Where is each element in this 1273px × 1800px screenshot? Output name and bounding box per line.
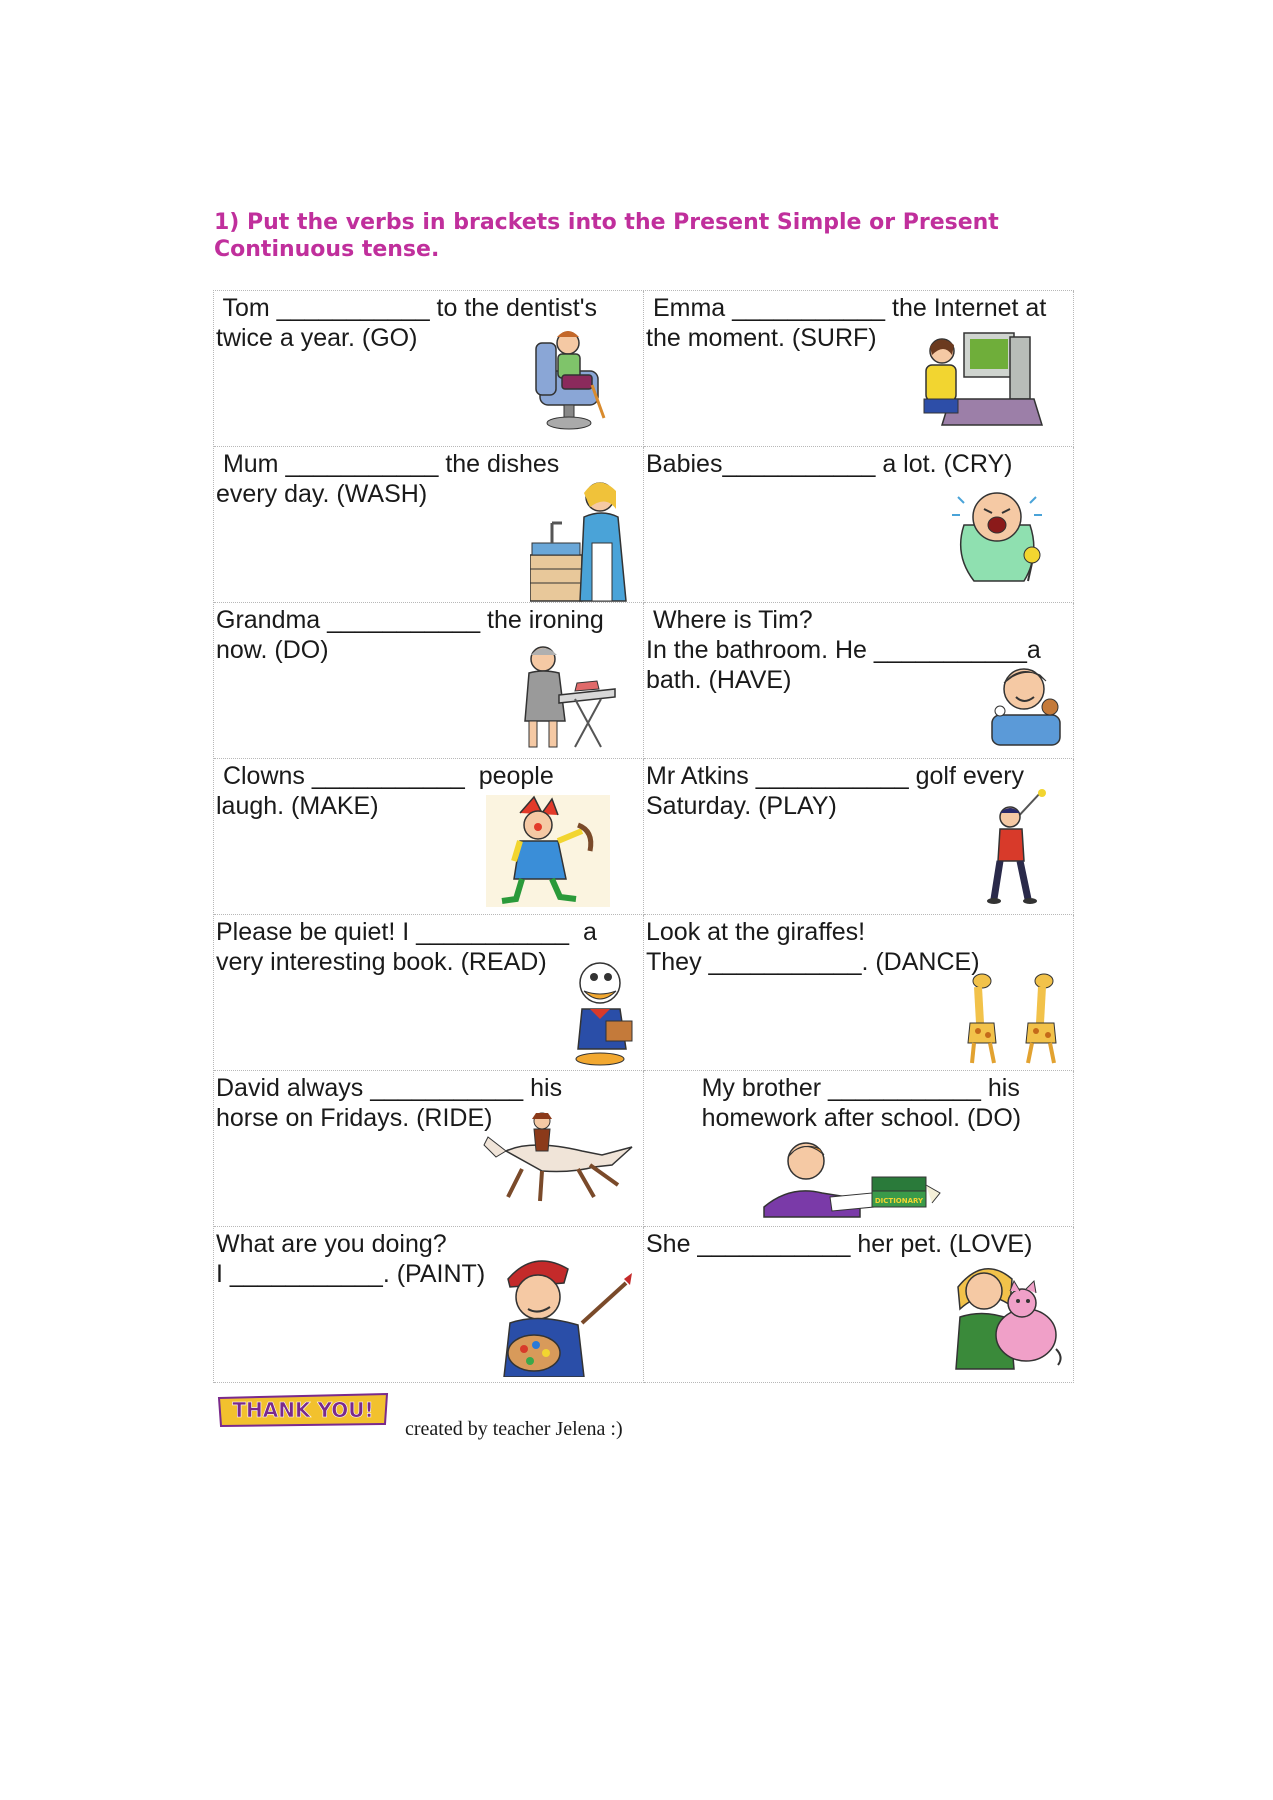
exercise-line: What are you doing? (216, 1230, 447, 1258)
exercise-line: homework after school. (DO) (646, 1104, 1022, 1132)
exercise-cell (644, 603, 1074, 759)
exercise-line: horse on Fridays. (RIDE) (216, 1104, 493, 1132)
exercise-text (646, 1073, 1067, 1133)
exercise-line: Please be quiet! I ___________ a (216, 918, 597, 946)
exercise-cell (644, 759, 1074, 915)
exercise-line: every day. (WASH) (216, 480, 428, 508)
dancing-giraffes-illustration (966, 971, 1062, 1067)
exercise-cell (644, 291, 1074, 447)
exercise-line: Emma ___________ the Internet at (646, 294, 1047, 322)
exercise-cell (644, 1227, 1074, 1383)
credit-text: created by teacher Jelena :) (405, 1418, 623, 1440)
crying-baby-illustration (944, 485, 1054, 595)
exercise-cell (644, 1071, 1074, 1227)
girl-hugging-pet-illustration (950, 1257, 1066, 1375)
computer-user-illustration (914, 329, 1044, 439)
exercise-cell (214, 1071, 644, 1227)
exercise-line: Saturday. (PLAY) (646, 792, 837, 820)
instruction-heading: 1) Put the verbs in brackets into the Present Simple or Present Continuous tense. (214, 210, 999, 262)
exercise-line: very interesting book. (READ) (216, 948, 547, 976)
exercise-line: My brother ___________ his (646, 1074, 1020, 1102)
thank-you-badge-text: THANK YOU! (232, 1398, 374, 1422)
washing-dishes-illustration (530, 473, 640, 603)
exercise-cell (214, 447, 644, 603)
exercise-line: Mr Atkins ___________ golf every (646, 762, 1025, 790)
exercise-line: Tom ___________ to the dentist's (216, 294, 597, 322)
exercise-line: Mum ___________ the dishes (216, 450, 560, 478)
exercise-line: Babies___________ a lot. (CRY) (646, 450, 1013, 478)
exercise-line: She ___________ her pet. (LOVE) (646, 1230, 1033, 1258)
exercise-cell (214, 759, 644, 915)
exercise-line: now. (DO) (216, 636, 329, 664)
exercise-line: Clowns ___________ people (216, 762, 554, 790)
exercise-text (646, 1229, 1067, 1259)
boy-homework-illustration (760, 1137, 944, 1223)
dictionary-label: DICTIONARY (874, 1197, 924, 1205)
exercise-cell (214, 291, 644, 447)
exercise-grid (213, 290, 1074, 1383)
exercise-text (646, 449, 1067, 479)
grandma-ironing-illustration (519, 643, 619, 753)
exercise-cell (214, 1227, 644, 1383)
exercise-line: Grandma ___________ the ironing (216, 606, 604, 634)
horse-rider-illustration (482, 1111, 638, 1207)
exercise-line: Where is Tim? (646, 606, 813, 634)
exercise-line: In the bathroom. He ___________a (646, 636, 1041, 664)
exercise-cell (214, 603, 644, 759)
clown-illustration (486, 795, 610, 907)
exercise-line: twice a year. (GO) (216, 324, 418, 352)
exercise-line: I ___________. (PAINT) (216, 1260, 486, 1288)
exercise-text (646, 917, 1067, 977)
exercise-line: the moment. (SURF) (646, 324, 877, 352)
exercise-line: bath. (HAVE) (646, 666, 792, 694)
exercise-line: Look at the giraffes! (646, 918, 866, 946)
duck-reading-illustration (570, 957, 640, 1069)
exercise-cell (644, 447, 1074, 603)
exercise-line: They ___________. (DANCE) (646, 948, 980, 976)
dentist-chair-illustration (532, 323, 612, 433)
golfer-illustration (984, 787, 1050, 913)
exercise-cell (644, 915, 1074, 1071)
boy-bath-illustration (986, 659, 1066, 755)
exercise-line: laugh. (MAKE) (216, 792, 379, 820)
exercise-cell (214, 915, 644, 1071)
thank-you-badge (215, 1390, 391, 1430)
painter-illustration (494, 1253, 634, 1377)
exercise-line: David always ___________ his (216, 1074, 563, 1102)
